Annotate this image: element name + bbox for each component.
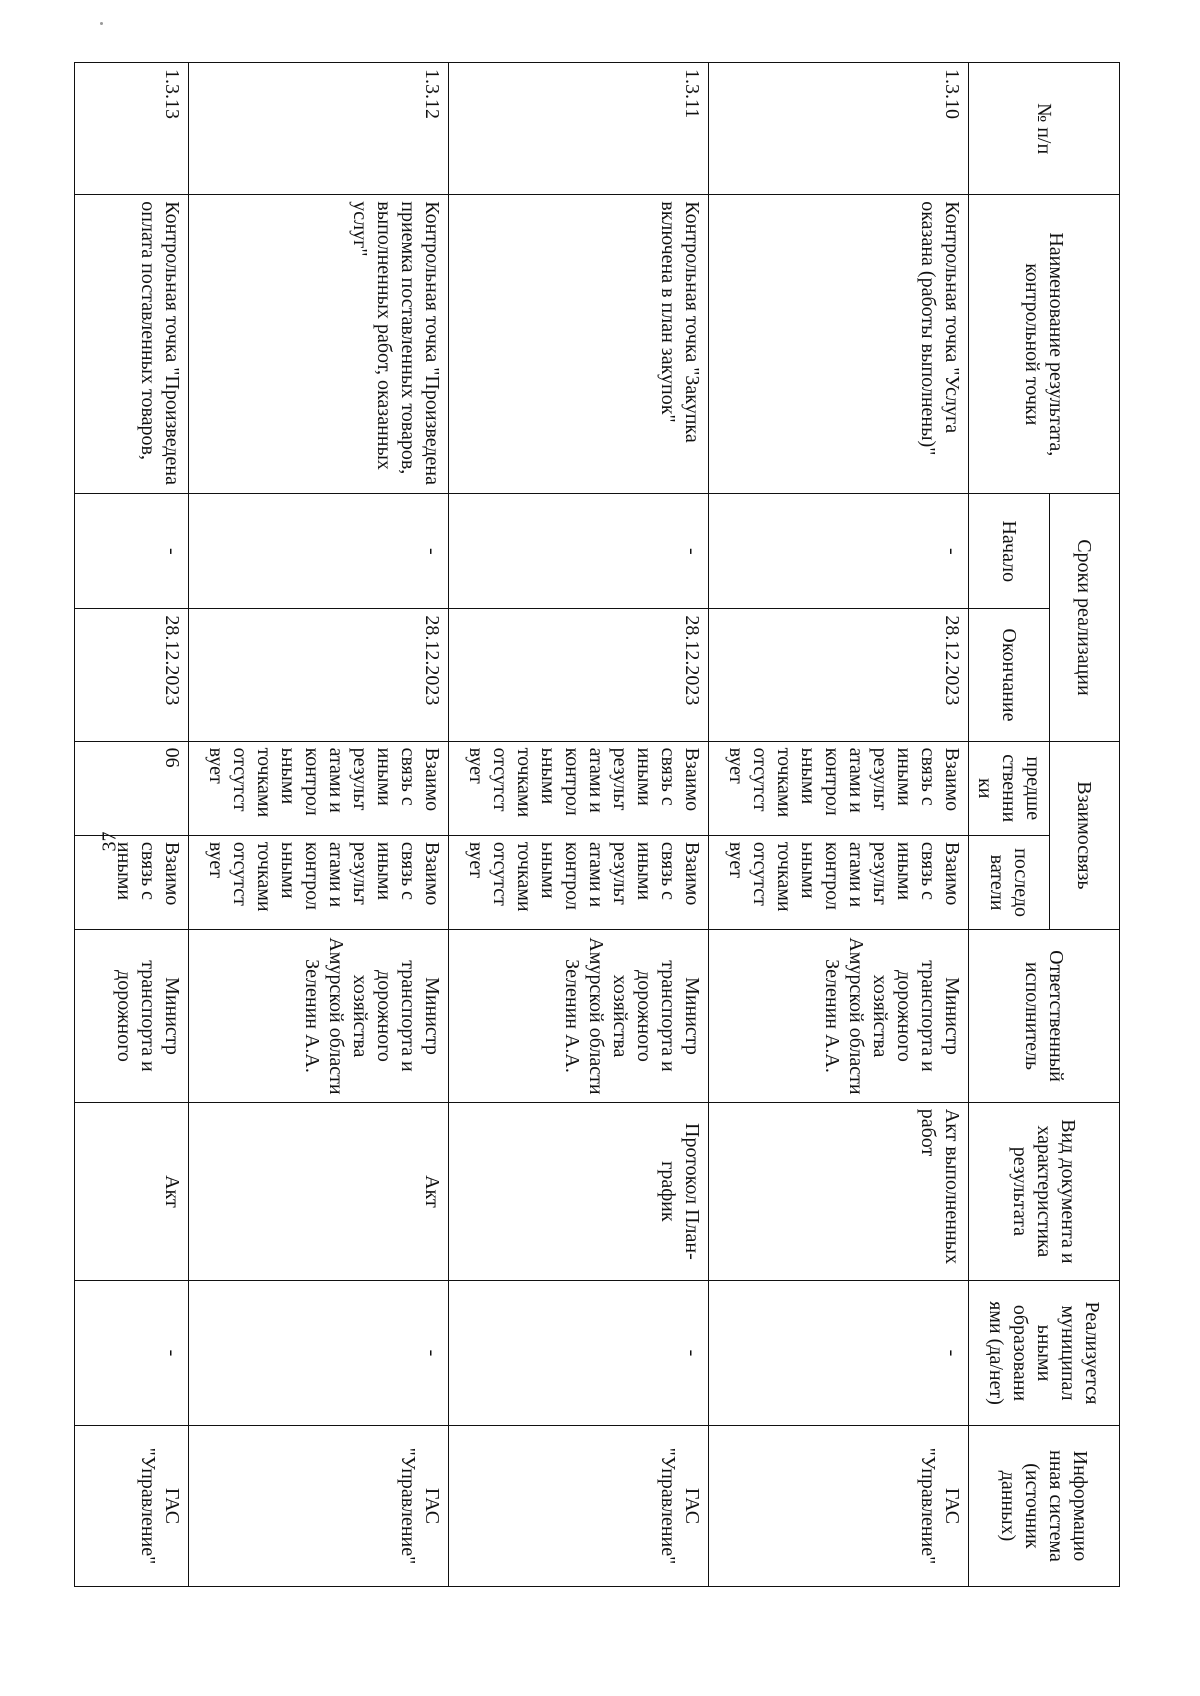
cell-mun: - bbox=[75, 1281, 189, 1426]
scan-speck bbox=[100, 22, 103, 25]
rotated-table-wrapper bbox=[80, 62, 1120, 1587]
cell-prev: Взаимо связь с иными результ атами и контрол ьными точками отсутст вует bbox=[189, 741, 449, 835]
page-number: 37 bbox=[98, 831, 121, 852]
cell-info: ГАС "Управление" bbox=[189, 1425, 449, 1586]
cell-doc: Акт bbox=[189, 1102, 449, 1280]
table-row bbox=[449, 63, 709, 1587]
table-row bbox=[75, 63, 189, 1587]
cell-name: Контрольная точка "Произведена приемка поставленных товаров, выполненных работ, оказанных услуг" bbox=[189, 195, 449, 494]
cell-end: 28.12.2023 bbox=[75, 609, 189, 741]
cell-start: - bbox=[75, 494, 189, 609]
cell-resp: Министр транспорта и дорожного хозяйства Амурской области Зеленин А.А. bbox=[709, 930, 969, 1103]
cell-name: Контрольная точка "Произведена оплата поставленных товаров, bbox=[75, 195, 189, 494]
cell-prev: Взаимо связь с иными результ атами и контрол ьными точками отсутст вует bbox=[709, 741, 969, 835]
header-name: Наименование результата, контрольной точки bbox=[969, 195, 1120, 494]
table-row bbox=[189, 63, 449, 1587]
table-row bbox=[709, 63, 969, 1587]
cell-mun: - bbox=[189, 1281, 449, 1426]
header-info: Информацио нная система (источник данных) bbox=[969, 1425, 1120, 1586]
cell-end: 28.12.2023 bbox=[709, 609, 969, 741]
header-doc: Вид документа и характеристика результата bbox=[969, 1102, 1120, 1280]
table-body bbox=[75, 63, 969, 1587]
cell-resp: Министр транспорта и дорожного хозяйства Амурской области Зеленин А.А. bbox=[189, 930, 449, 1103]
cell-prev: Взаимо связь с иными результ атами и контрол ьными точками отсутст вует bbox=[449, 741, 709, 835]
cell-info: ГАС "Управление" bbox=[75, 1425, 189, 1586]
cell-next: Взаимо связь с иными результ атами и контрол ьными точками отсутст вует bbox=[189, 835, 449, 929]
cell-start: - bbox=[709, 494, 969, 609]
cell-next: Взаимо связь с иными результ атами и контрол ьными точками отсутст вует bbox=[449, 835, 709, 929]
cell-resp: Министр транспорта и дорожного bbox=[75, 930, 189, 1103]
cell-end: 28.12.2023 bbox=[449, 609, 709, 741]
cell-num: 1.3.12 bbox=[189, 63, 449, 195]
header-end: Окончание bbox=[969, 609, 1050, 741]
header-num: № п/п bbox=[969, 63, 1120, 195]
header-start: Начало bbox=[969, 494, 1050, 609]
header-terms: Сроки реализации bbox=[1050, 494, 1120, 741]
cell-num: 1.3.13 bbox=[75, 63, 189, 195]
cell-start: - bbox=[189, 494, 449, 609]
cell-mun: - bbox=[709, 1281, 969, 1426]
cell-name: Контрольная точка "Услуга оказана (работы выполнены)" bbox=[709, 195, 969, 494]
cell-next: Взаимо связь с иными результ атами и контрол ьными точками отсутст вует bbox=[709, 835, 969, 929]
cell-next: Взаимо связь с иными bbox=[75, 835, 189, 929]
header-prev: предше ственни ки bbox=[969, 741, 1050, 835]
header-next: последо ватели bbox=[969, 835, 1050, 929]
cell-doc: Акт bbox=[75, 1102, 189, 1280]
cell-end: 28.12.2023 bbox=[189, 609, 449, 741]
cell-doc: Акт выполненных работ bbox=[709, 1102, 969, 1280]
cell-start: - bbox=[449, 494, 709, 609]
header-link: Взаимосвязь bbox=[1050, 741, 1120, 930]
cell-info: ГАС "Управление" bbox=[449, 1425, 709, 1586]
results-table bbox=[74, 62, 1120, 1587]
cell-mun: - bbox=[449, 1281, 709, 1426]
cell-resp: Министр транспорта и дорожного хозяйства Амурской области Зеленин А.А. bbox=[449, 930, 709, 1103]
cell-num: 1.3.10 bbox=[709, 63, 969, 195]
header-mun: Реализуется муниципал ьными образовани ями (да/нет) bbox=[969, 1281, 1120, 1426]
cell-prev: 06 bbox=[75, 741, 189, 835]
cell-num: 1.3.11 bbox=[449, 63, 709, 195]
cell-doc: Протокол План-график bbox=[449, 1102, 709, 1280]
header-resp: Ответственный исполнитель bbox=[969, 930, 1120, 1103]
table-header bbox=[969, 63, 1120, 1587]
cell-name: Контрольная точка "Закупка включена в план закупок" bbox=[449, 195, 709, 494]
cell-info: ГАС "Управление" bbox=[709, 1425, 969, 1586]
